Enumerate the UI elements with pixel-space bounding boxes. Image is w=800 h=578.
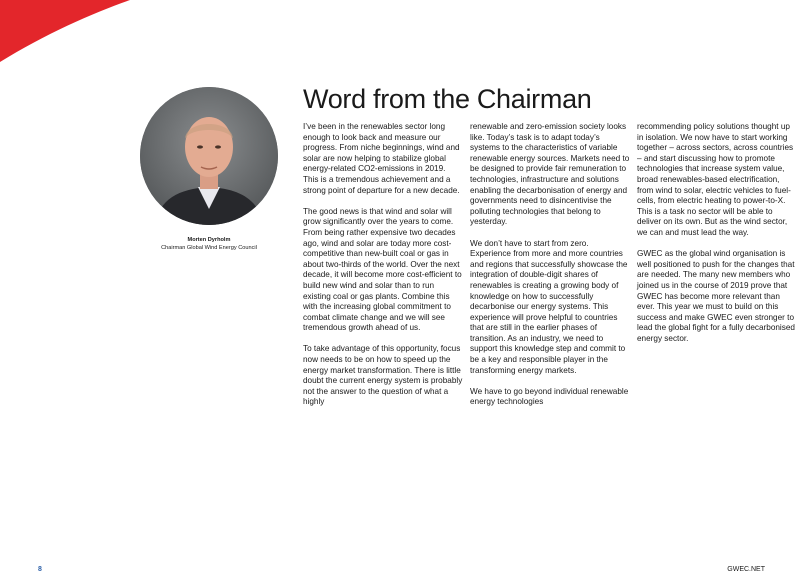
page-title: Word from the Chairman (303, 84, 592, 114)
corner-red-swoosh (0, 0, 130, 62)
text-column-1 (303, 122, 463, 419)
website-link[interactable]: GWEC.NET (727, 566, 765, 573)
paragraph: GWEC as the global wind organisation is well positioned to push for the changes that are needed. The many new members who joined us in the course of 2019 prove that GWEC has become more relevant than ever. This year we must to build on this success and make GWEC even stronger to lead the global fight for a fully decarbonised energy sector. (637, 249, 795, 343)
chairman-name: Morten Dyrholm (187, 237, 231, 243)
paragraph: To take advantage of this opportunity, focus now needs to be on how to speed up the energy market transformation. There is little doubt the current energy system is probably not the answer to the question of what a highly (303, 344, 463, 407)
chairman-role: Chairman Global Wind Energy Council (161, 245, 257, 251)
page-number: 8 (38, 566, 42, 573)
paragraph: We have to go beyond individual renewable energy technologies (470, 386, 629, 407)
photo-caption (140, 236, 278, 252)
paragraph: The good news is that wind and solar will grow significantly over the years to come. From being rather expensive two decades ago, wind and solar are today more cost-competitive than new-built coal or gas in about two-thirds of the world. Over the next decade, it will become more cost-efficient to build new wind and solar than to run existing coal or gas plants. Combine this with the increasing global commitment to combat climate change and we will see tremendous growth ahead of us. (303, 206, 462, 333)
paragraph: recommending policy solutions thought up in isolation. We now have to start working together – across sectors, across countries – and start discussing how to promote technologies that increase system value, broad renewables-based electrification, from wind to solar, electric vehicles to fuel-cells, from electric heating to power-to-X. This is a task no sector will be able to deliver on its own. But as the wind sector, we can and must lead the way. (637, 122, 794, 237)
paragraph: I’ve been in the renewables sector long enough to look back and measure our progress. From niche beginnings, wind and solar are now helping to stabilize global energy-related CO2-emissions in 2019. This is a tremendous achievement and a strong point of departure for a new decade. (303, 122, 460, 195)
paragraph: renewable and zero-emission society looks like. Today’s task is to adapt today’s systems to the characteristics of variable renewable energy sources. Markets need to be designed to provide fair remuneration to technologies, infrastructure and solutions enabling the decarbonisation of energy and governments need to disincentivise the polluting technologies that belong to yesterday. (470, 122, 630, 227)
text-column-2 (470, 122, 630, 419)
chairman-portrait (140, 87, 278, 225)
paragraph: We don’t have to start from zero. Experience from more and more countries and regions that successfully showcase the integration of double-digit shares of renewables is creating a growing body of knowledge on how to successfully decarbonise our energy systems. This experience will prove helpful to countries that are still in the earlier phases of transition. As an industry, we need to support this knowledge step and commit to be a key and responsible player in the transforming energy markets. (470, 238, 628, 375)
text-column-3 (637, 122, 797, 355)
